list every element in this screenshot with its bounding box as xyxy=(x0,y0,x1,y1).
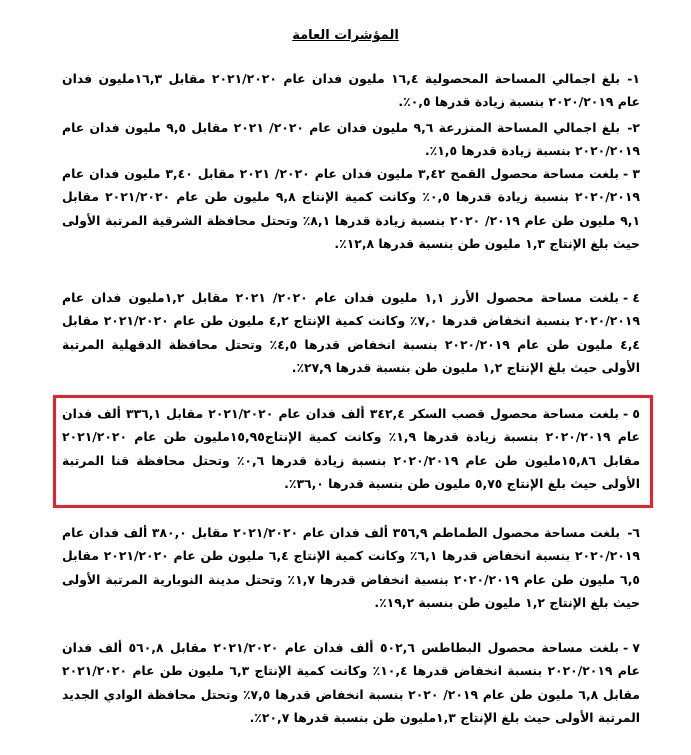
item-text: بلغ اجمالي المساحة المحصولية ١٦,٤ مليون فدان عام ٢٠٢١/٢٠٢٠ مقابل ١٦,٣مليون فدان عام ٢٠٢٠/٢٠١٩ بنسبة زيادة قدرها ٠,٥٪. xyxy=(62,71,640,110)
item-number: ٧ - xyxy=(622,640,640,655)
page-title-text: المؤشرات العامة xyxy=(292,28,399,43)
item-text: بلغت مساحة محصول البطاطس ٥٠٢,٦ ألف فدان عام ٢٠٢١/٢٠٢٠ مقابل ٥٦٠,٨ ألف فدان عام ٢٠٢٠/٢٠١٩ بنسبة انخفاض قدرها ١٠,٤٪ وكانت كمية الإنتاج ٦,٣ مليون طن عام ٢٠٢١/٢٠٢٠ مقابل ٦,٨ مليون طن عام ٢٠١٩/ ٢٠٢٠ بنسبة انخفاض قدرها ٧,٥٪ وتحتل محافظة الوادي الجديد المرتبة الأولى حيث بلغ الإنتاج ١,٣مليون طن بنسبة قدرها ٢٠,٧٪. xyxy=(62,640,640,725)
item-text: بلغت مساحة محصول القمح ٣,٤٢ مليون فدان عام ٢٠٢٠/ ٢٠٢١ مقابل ٣,٤٠ مليون فدان عام ٢٠٢٠/٢٠١٩ بنسبة زيادة قدرها ٠,٥٪ وكانت كمية الإنتاج ٩,٨ مليون طن عام ٢٠٢١/٢٠٢٠ مقابل ٩,١ مليون طن عام ٢٠١٩/ ٢٠٢٠ بنسبة زيادة قدرها ٨,١٪ وتحتل محافظة الشرقية المرتبة الأولى حيث بلغ الإنتاج ١,٣ مليون طن بنسبة قدرها ١٢,٨٪. xyxy=(62,166,641,251)
item-text: بلغت مساحة محصول الأرز ١,١ مليون فدان عام ٢٠٢٠/ ٢٠٢١ مقابل ١,٢مليون فدان عام ٢٠٢٠/٢٠١٩ بنسبة انخفاض قدرها ٧,٠٪ وكانت كمية الإنتاج ٤,٢ مليون طن عام ٢٠٢١/٢٠٢٠ مقابل ٤,٤ مليون طن عام ٢٠٢٠/٢٠١٩ بنسبة انخفاض قدرها ٤,٥٪ وتحتل محافظة الدقهلية المرتبة الأولى حيث بلغ الإنتاج ١,٢ مليون طن بنسبة قدرها ٢٧,٩٪. xyxy=(62,290,640,375)
item-text: بلغت مساحة محصول قصب السكر ٣٤٢,٤ ألف فدان عام ٢٠٢١/٢٠٢٠ مقابل ٣٣٦,١ ألف فدان عام ٢٠٢٠/٢٠١٩ بنسبة زيادة قدرها ١,٩٪ وكانت كمية الإنتاج١٥,٩٥مليون طن عام ٢٠٢١/٢٠٢٠ مقابل ١٥,٨٦مليون طن عام ٢٠٢٠/٢٠١٩ بنسبة زيادة قدرها ٠,٦٪ وتحتل محافظة قنا المرتبة الأولى حيث بلغ الإنتاج ٥,٧٥ مليون طن بنسبة قدرها ٣٦,٠٪. xyxy=(62,406,641,491)
indicator-item-3 xyxy=(62,162,640,255)
item-text: بلغت مساحة محصول الطماطم ٣٥٦,٩ ألف فدان عام ٢٠٢١/٢٠٢٠ مقابل ٣٨٠,٠ ألف فدان عام ٢٠٢٠/٢٠١٩ بنسبة انخفاض قدرها ٦,١٪ وكانت كمية الإنتاج ٦,٤ مليون طن عام ٢٠٢١/٢٠٢٠ مقابل ٦,٥ مليون طن عام ٢٠٢٠/٢٠١٩ بنسبة انخفاض قدرها ١,٧٪ وتحتل مدينة النوبارية المرتبة الأولى حيث بلغ الإنتاج ١,٢ مليون طن بنسبة ١٩,٢٪. xyxy=(62,525,640,610)
indicator-item-2 xyxy=(62,116,640,163)
item-number: ١- xyxy=(627,71,640,86)
indicator-item-4 xyxy=(62,286,640,379)
item-number: ٣ - xyxy=(622,166,640,181)
indicator-item-1 xyxy=(62,67,640,114)
item-number: ٥ - xyxy=(622,406,640,421)
indicator-item-5 xyxy=(62,402,640,495)
indicator-item-6 xyxy=(62,521,640,614)
item-number: ٢- xyxy=(627,120,640,135)
item-number: ٤ - xyxy=(622,290,640,305)
indicator-item-7 xyxy=(62,636,640,729)
item-text: بلغ اجمالي المساحة المنزرعة ٩,٦ مليون فدان عام ٢٠٢٠/ ٢٠٢١ مقابل ٩,٥ مليون فدان عام ٢٠٢٠/٢٠١٩ بنسبة زيادة قدرها ١,٥٪. xyxy=(62,120,640,159)
page-title xyxy=(0,28,691,43)
item-number: ٦- xyxy=(627,525,640,540)
